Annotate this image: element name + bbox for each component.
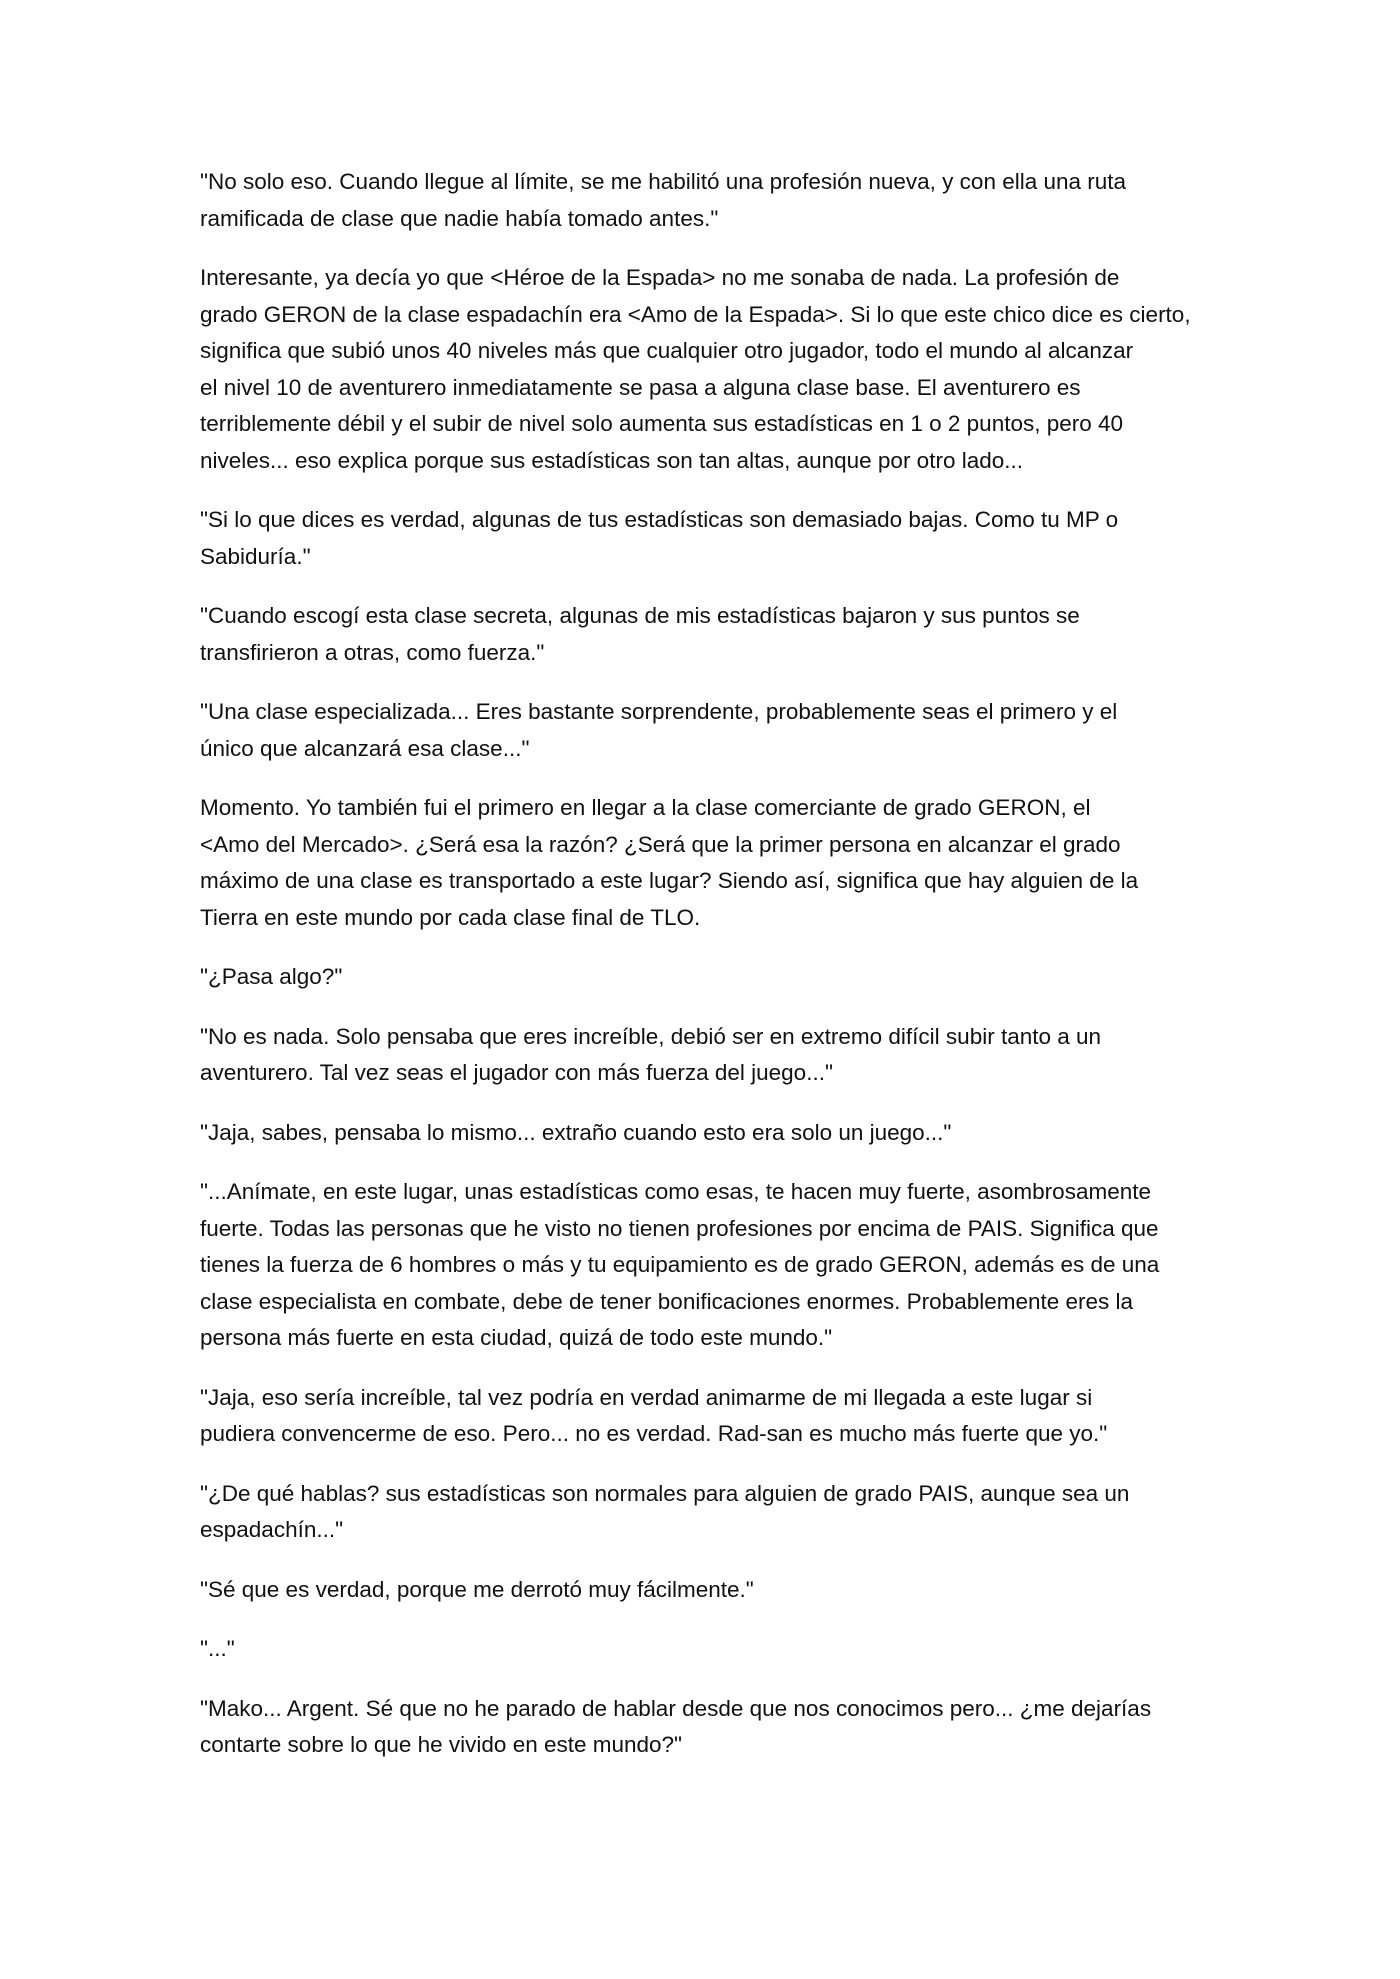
text-line: Sabiduría." (200, 543, 311, 569)
paragraph (200, 502, 1210, 575)
paragraph (200, 1380, 1210, 1453)
text-line: <Amo del Mercado>. ¿Será esa la razón? ¿Será que la primer persona en alcanzar el grado (200, 831, 1121, 857)
text-line: Momento. Yo también fui el primero en llegar a la clase comerciante de grado GERON, el (200, 795, 1091, 820)
text-line: "Una clase especializada... Eres bastante sorprendente, probablemente seas el primero y el (200, 699, 1118, 724)
text-line: grado GERON de la clase espadachín era <Amo de la Espada>. Si lo que este chico dice es cierto, (200, 301, 1191, 327)
text-line: aventurero. Tal vez seas el jugador con más fuerza del juego..." (200, 1060, 833, 1085)
text-line: contarte sobre lo que he vivido en este mundo?" (200, 1732, 683, 1757)
text-line: el nivel 10 de aventurero inmediatamente se pasa a alguna clase base. El aventurero es (200, 374, 1081, 400)
text-line: fuerte. Todas las personas que he visto no tienen profesiones por encima de PAIS. Significa que (200, 1215, 1159, 1241)
text-line: "...Anímate, en este lugar, unas estadísticas como esas, te hacen muy fuerte, asombrosamente (200, 1179, 1151, 1204)
paragraph (200, 1691, 1210, 1764)
paragraph (200, 598, 1210, 671)
text-line: "Jaja, eso sería increíble, tal vez podría en verdad animarme de mi llegada a este lugar si (200, 1384, 1093, 1410)
paragraph (200, 164, 1210, 237)
text-line: espadachín..." (200, 1517, 344, 1542)
paragraph (200, 790, 1210, 936)
text-line: terriblemente débil y el subir de nivel solo aumenta sus estadísticas en 1 o 2 puntos, pero 40 (200, 411, 1124, 436)
text-line: "Cuando escogí esta clase secreta, algunas de mis estadísticas bajaron y sus puntos se (200, 603, 1080, 628)
paragraph (200, 1476, 1210, 1549)
text-line: "Jaja, sabes, pensaba lo mismo... extraño cuando esto era solo un juego..." (200, 1119, 952, 1145)
text-line: único que alcanzará esa clase..." (200, 735, 530, 761)
text-line: pudiera convencerme de eso. Pero... no es verdad. Rad-san es mucho más fuerte que yo." (200, 1421, 1108, 1446)
text-line: tienes la fuerza de 6 hombres o más y tu equipamiento es de grado GERON, además es de una (200, 1252, 1160, 1277)
text-line: significa que subió unos 40 niveles más que cualquier otro jugador, todo el mundo al alcanzar (200, 338, 1134, 363)
text-line: "Sé que es verdad, porque me derrotó muy fácilmente." (200, 1576, 754, 1602)
paragraph (200, 1115, 1210, 1152)
text-line: máximo de una clase es transportado a este lugar? Siendo así, significa que hay alguien de la (200, 868, 1139, 893)
text-line: ramificada de clase que nadie había tomado antes." (200, 205, 719, 231)
text-line: "No es nada. Solo pensaba que eres increíble, debió ser en extremo difícil subir tanto a un (200, 1023, 1102, 1049)
text-line: "..." (200, 1636, 235, 1661)
document-body (200, 164, 1210, 1787)
text-line: clase especialista en combate, debe de tener bonificaciones enormes. Probablemente eres la (200, 1288, 1134, 1314)
paragraph (200, 1572, 1210, 1609)
paragraph (200, 694, 1210, 767)
text-line: Interesante, ya decía yo que <Héroe de la Espada> no me sonaba de nada. La profesión de (200, 265, 1120, 290)
text-line: niveles... eso explica porque sus estadísticas son tan altas, aunque por otro lado... (200, 447, 1023, 473)
text-line: "No solo eso. Cuando llegue al límite, se me habilitó una profesión nueva, y con ella una ruta (200, 169, 1127, 194)
paragraph (200, 1019, 1210, 1092)
text-line: "Mako... Argent. Sé que no he parado de hablar desde que nos conocimos pero... ¿me dejarías (200, 1695, 1152, 1721)
text-line: "¿Pasa algo?" (200, 964, 343, 989)
text-line: "Si lo que dices es verdad, algunas de tus estadísticas son demasiado bajas. Como tu MP o (200, 507, 1119, 532)
paragraph (200, 959, 1210, 996)
paragraph (200, 1631, 1210, 1668)
text-line: persona más fuerte en esta ciudad, quizá de todo este mundo." (200, 1325, 833, 1350)
paragraph (200, 1174, 1210, 1357)
text-line: transfirieron a otras, como fuerza." (200, 639, 545, 665)
paragraph (200, 260, 1210, 479)
text-line: Tierra en este mundo por cada clase final de TLO. (200, 904, 701, 930)
text-line: "¿De qué hablas? sus estadísticas son normales para alguien de grado PAIS, aunque sea un (200, 1480, 1130, 1506)
